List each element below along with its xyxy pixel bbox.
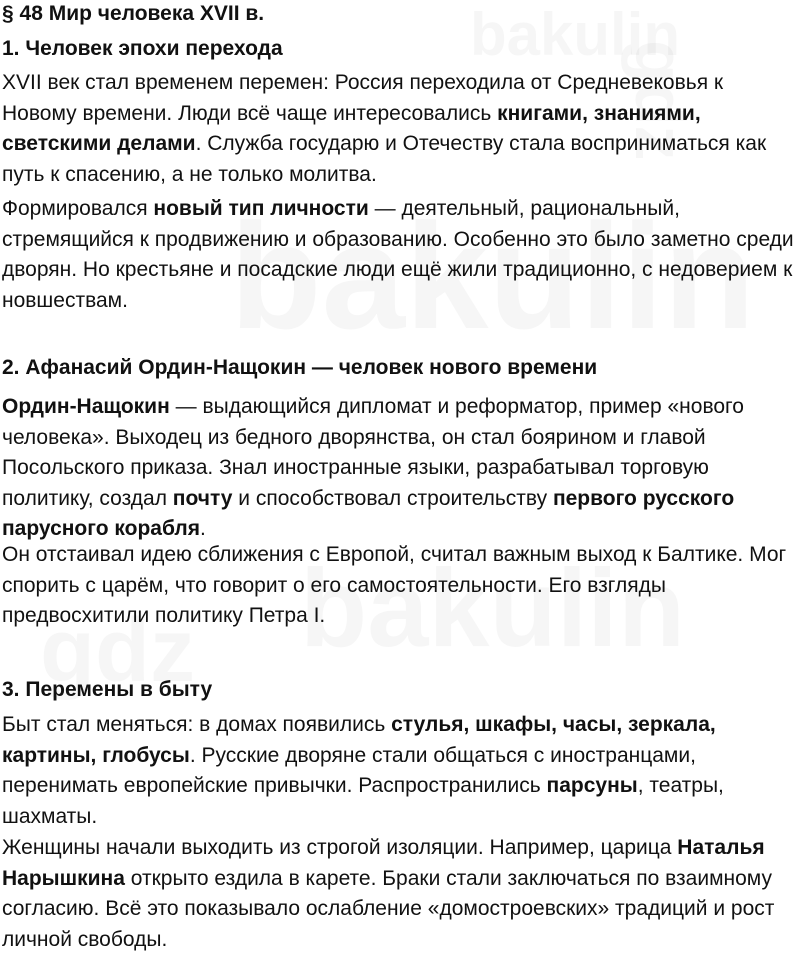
paragraph [2,68,798,190]
section-heading-3: 3. Перемены в быту [2,678,213,701]
text-run: Быт стал меняться: в домах появились [2,713,392,736]
paragraph [2,392,798,545]
text-run: открыто ездила в карете. Браки стали заключаться по взаимному согласию. Всё это показывало ослабление «домостроевских» традиций и рост личной свободы. [2,866,775,951]
watermark-text [470,0,680,69]
text-run: Женщины начали выходить из строгой изоляции. Например, царица [2,836,678,859]
text-run: и способствовал строительству [232,486,553,510]
paragraph [2,710,798,832]
paragraph [2,833,798,955]
bold-text: почту [172,486,233,510]
bold-text: книгами, знаниями, светскими делами [2,101,701,155]
section-heading-2: 2. Афанасий Ордин-Нащокин — человек нового времени [2,356,598,379]
text-run: — деятельный, рациональный, стремящийся к продвижению и образованию. Особенно это было заметно среди дворян. Но крестьяне и посадские люди ещё жили традиционно, с недоверием к новшествам. [2,197,794,312]
text-run: XVII век стал временем перемен: Россия переходила от Средневековья к Новому времени. Люди всё чаще интересовались [2,71,724,125]
paragraph [2,540,798,632]
text-run: Формировался [2,197,154,220]
section-heading-1: 1. Человек эпохи перехода [2,37,283,60]
bold-text: первого русского парусного корабля [2,486,735,540]
bold-text: Ордин-Нащокин [2,395,170,418]
text-run: . Служба государю и Отечеству стала восприниматься как путь к спасению, а не только молитва. [2,132,767,186]
bold-text: новый тип личности [153,197,369,220]
bold-text: Наталья Нарышкина [2,836,765,890]
bold-text: стулья, шкафы, часы, зеркала, картины, глобусы [2,713,716,767]
bold-text: парсуны [546,774,638,797]
paragraph [2,194,798,316]
text-run: . [200,517,206,540]
text-run: , театры, шахматы. [2,774,724,828]
text-run: Он отстаивал идею сближения с Европой, считал важным выход к Балтике. Мог спорить с царём, что говорит о его самостоятельности. Его взгляды предвосхитили политику Петра I. [2,543,787,627]
page-title: § 48 Мир человека XVII в. [2,2,265,25]
text-run: . Русские дворяне стали общаться с иностранцами, перенимать европейские привычки. Распространились [2,743,696,797]
text-run: — выдающийся дипломат и реформатор, пример «нового человека». Выходец из бедного дворянства, он стал боярином и главой Посольского приказа. Знал иностранные языки, разрабатывал торговую политику, создал [2,395,744,510]
